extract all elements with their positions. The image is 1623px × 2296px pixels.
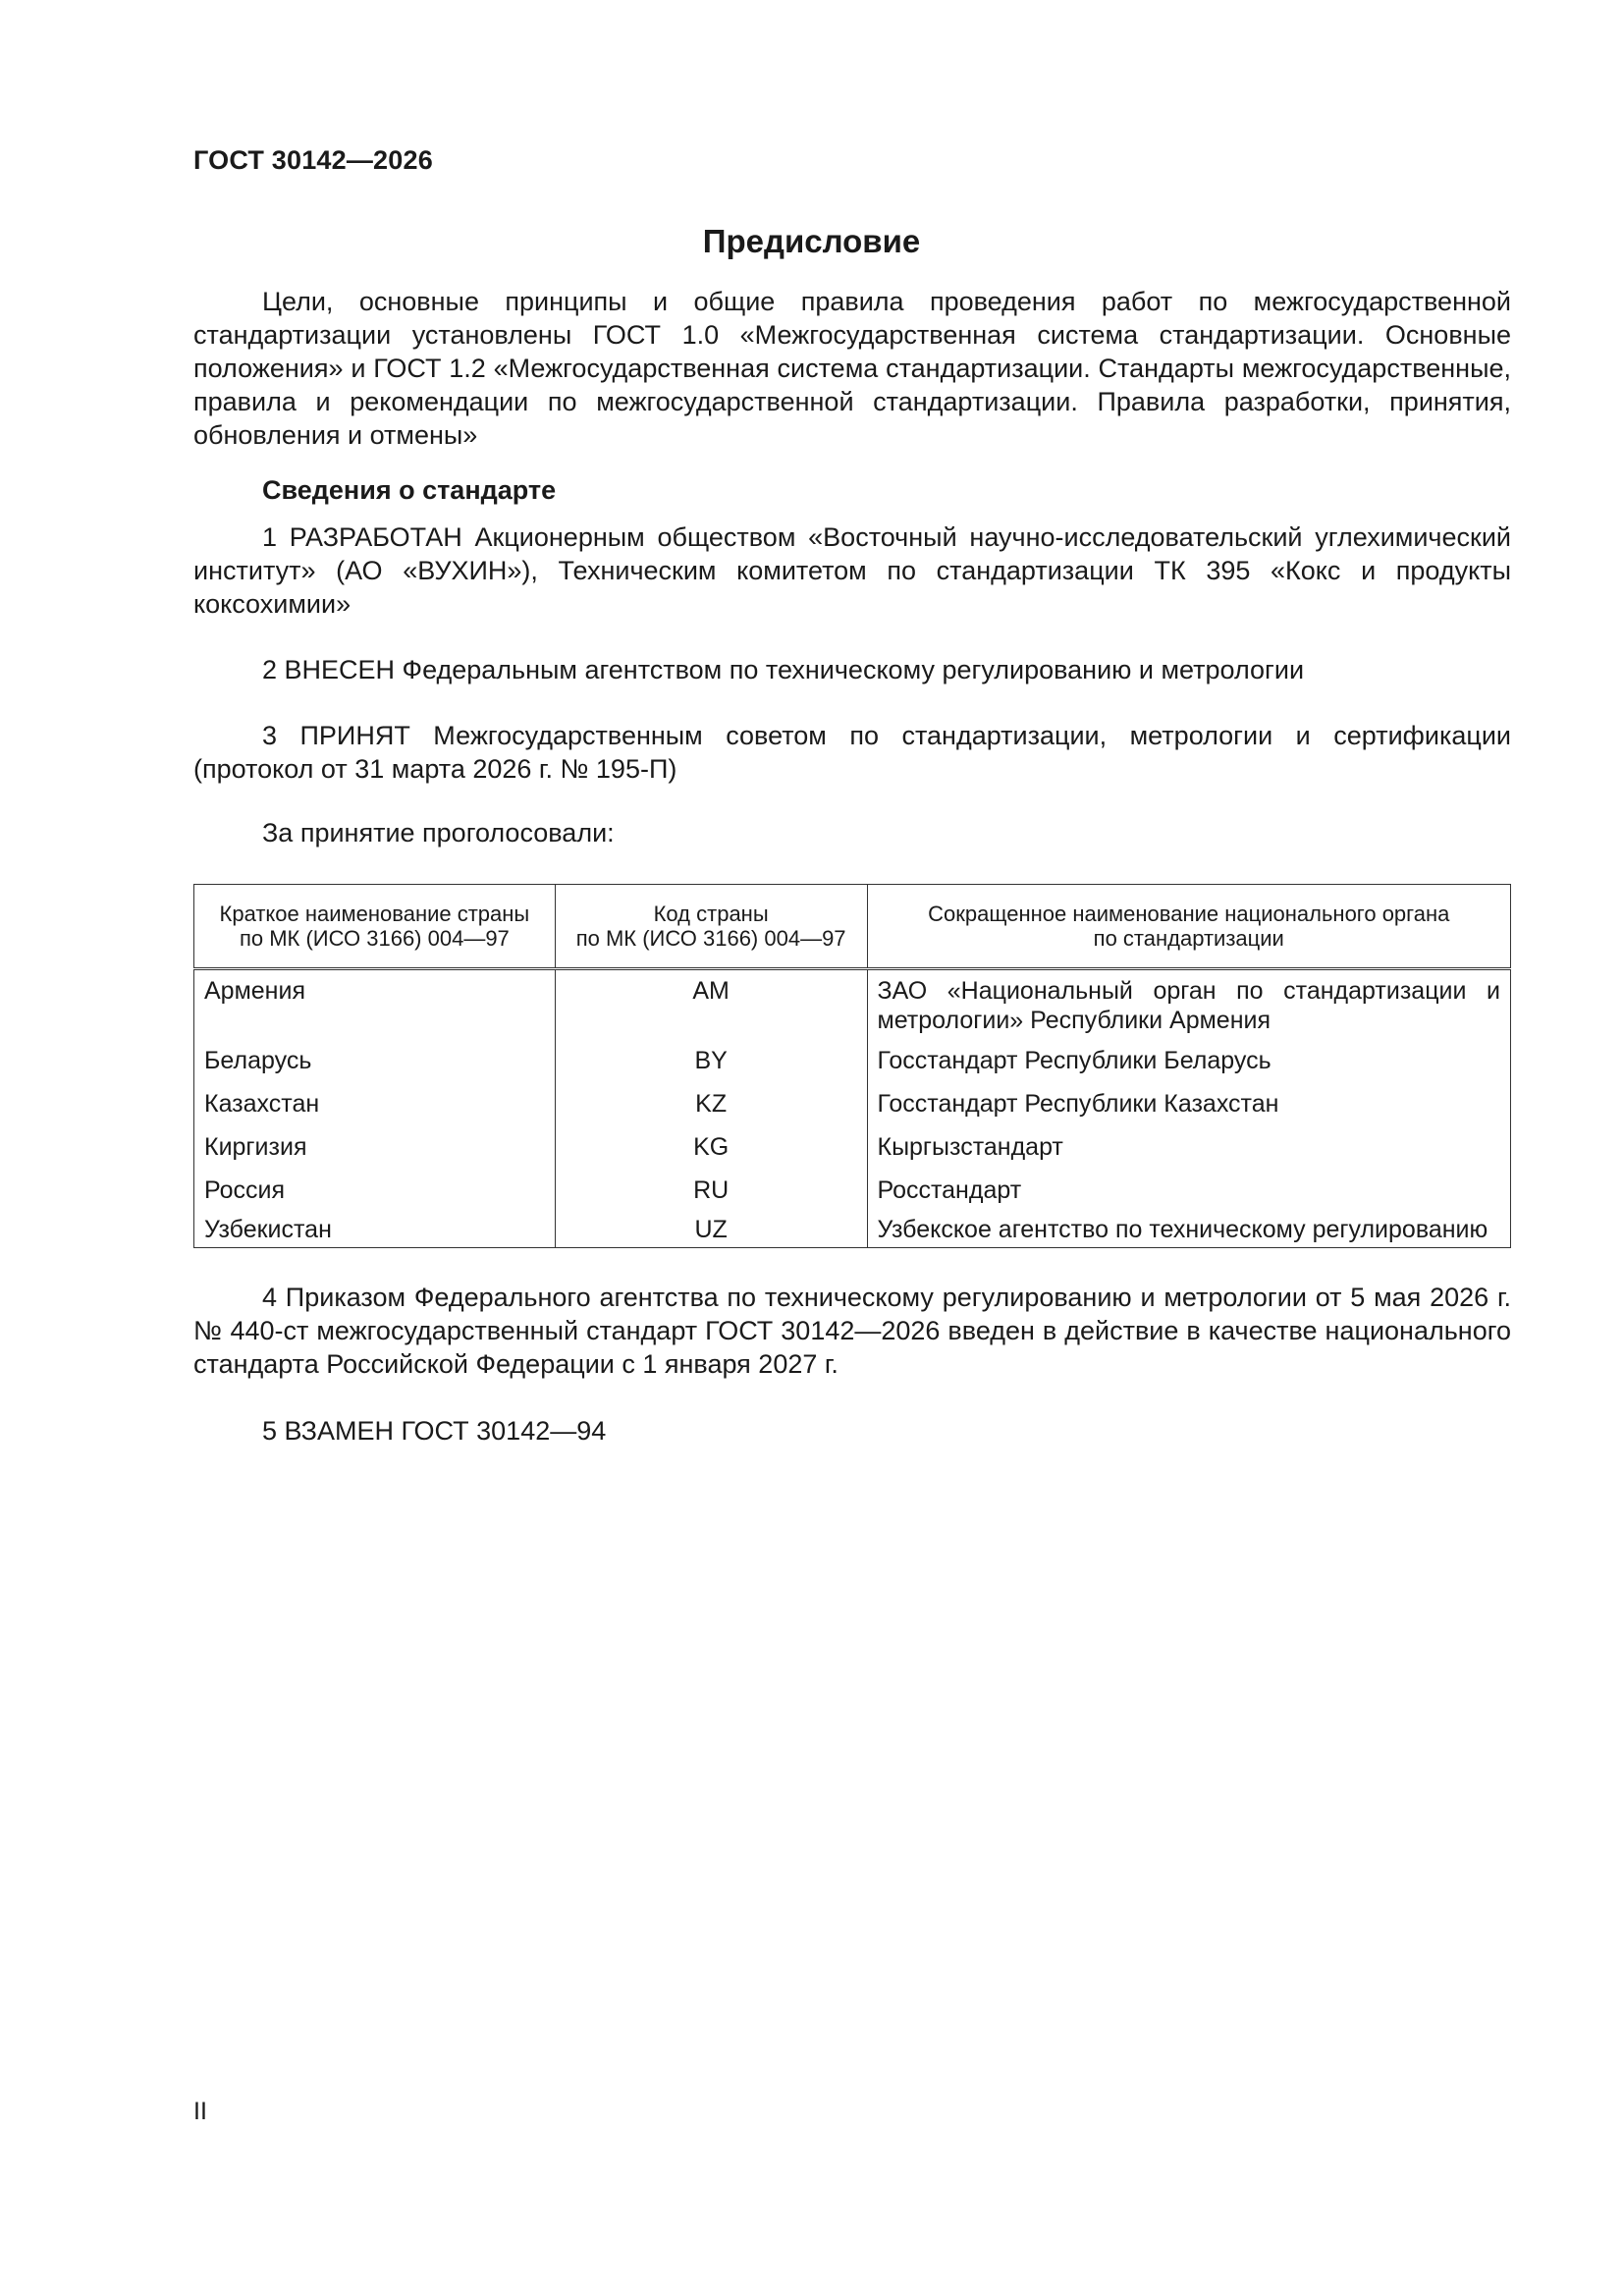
item-submitted: 2 ВНЕСЕН Федеральным агентством по техническому регулированию и метрологии	[262, 655, 1305, 684]
header-code-line-2: по МК (ИСО 3166) 004—97	[575, 926, 846, 951]
table-row	[194, 969, 1511, 1040]
table-header-row	[194, 885, 1511, 969]
organization-cell: ЗАО «Национальный орган по стандартизации и метрологии» Республики Армения	[867, 969, 1511, 1040]
header-country-line-2: по МК (ИСО 3166) 004—97	[239, 926, 510, 951]
intro-paragraph: Цели, основные принципы и общие правила проведения работ по межгосударственной стандартизации установлены ГОСТ 1.0 «Межгосударственная система стандартизации. Основные положения» и ГОСТ 1.2 «Межгосударственная система стандартизации. Стандарты межгосударственные, правила и рекомендации по межгосударственной стандартизации. Правила разработки, принятия, обновления и отмены»	[193, 287, 1511, 450]
table-row	[194, 1125, 1511, 1169]
header-organization-line-1: Сокращенное наименование национального органа	[928, 902, 1450, 926]
code-cell: KG	[555, 1125, 867, 1169]
table-row	[194, 1039, 1511, 1082]
country-cell: Россия	[194, 1169, 556, 1212]
country-cell: Киргизия	[194, 1125, 556, 1169]
country-cell: Казахстан	[194, 1082, 556, 1125]
organization-cell: Кыргызстандарт	[867, 1125, 1511, 1169]
item-enacted: 4 Приказом Федерального агентства по техническому регулированию и метрологии от 5 мая 2026 г. № 440-ст межгосударственный стандарт ГОСТ 30142—2026 введен в действие в качестве национального стандарта Российской Федерации с 1 января 2027 г.	[193, 1283, 1511, 1379]
header-country-line-1: Краткое наименование страны	[219, 902, 530, 926]
header-organization-line-2: по стандартизации	[1093, 926, 1284, 951]
code-cell: KZ	[555, 1082, 867, 1125]
item-replaces: 5 ВЗАМЕН ГОСТ 30142—94	[262, 1416, 607, 1446]
country-cell: Армения	[194, 969, 556, 1040]
section-heading: Сведения о стандарте	[262, 475, 557, 505]
table-row	[194, 1082, 1511, 1125]
code-cell: RU	[555, 1169, 867, 1212]
organization-cell: Росстандарт	[867, 1169, 1511, 1212]
country-cell: Беларусь	[194, 1039, 556, 1082]
item-developed: 1 РАЗРАБОТАН Акционерным обществом «Восточный научно-исследовательский углехимический институт» (АО «ВУХИН»), Техническим комитетом по стандартизации ТК 395 «Кокс и продукты коксохимии»	[193, 522, 1511, 619]
page-number: II	[193, 2098, 207, 2125]
header-code	[555, 885, 867, 969]
organization-cell: Узбекское агентство по техническому регулированию	[867, 1212, 1511, 1248]
item-adopted: 3 ПРИНЯТ Межгосударственным советом по стандартизации, метрологии и сертификации (протокол от 31 марта 2026 г. № 195-П)	[193, 721, 1511, 784]
page-title: Предисловие	[702, 223, 921, 259]
code-cell: AM	[555, 969, 867, 1040]
voted-label: За принятие проголосовали:	[262, 818, 615, 847]
document-id: ГОСТ 30142—2026	[193, 145, 433, 175]
header-code-line-1: Код страны	[653, 902, 769, 926]
code-cell: UZ	[555, 1212, 867, 1248]
organization-cell: Госстандарт Республики Беларусь	[867, 1039, 1511, 1082]
country-cell: Узбекистан	[194, 1212, 556, 1248]
voting-table	[193, 884, 1511, 1248]
header-country	[194, 885, 556, 969]
organization-cell: Госстандарт Республики Казахстан	[867, 1082, 1511, 1125]
code-cell: BY	[555, 1039, 867, 1082]
table-row	[194, 1169, 1511, 1212]
header-organization	[867, 885, 1511, 969]
table-row	[194, 1212, 1511, 1248]
